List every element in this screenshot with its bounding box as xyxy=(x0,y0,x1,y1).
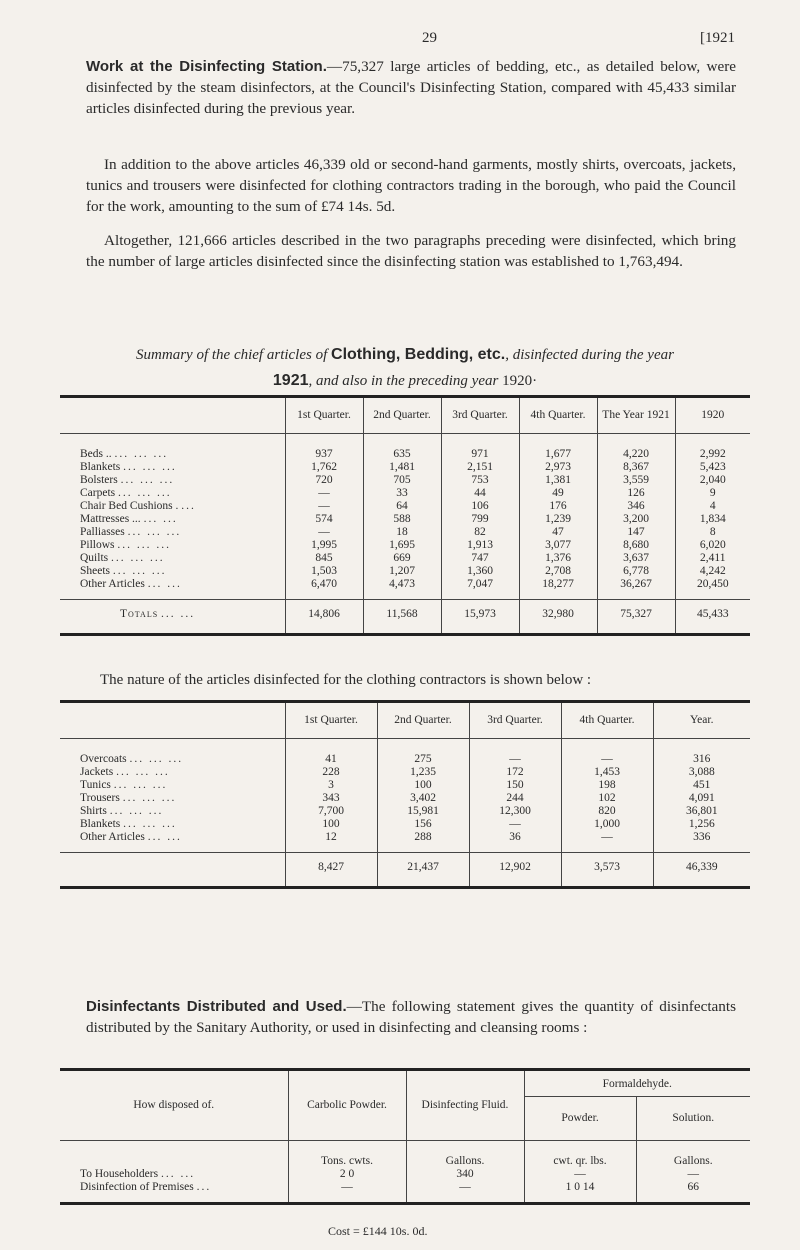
heading-disinfecting-station: Work at the Disinfecting Station. xyxy=(86,58,327,75)
row-value: 1,235 xyxy=(377,766,469,779)
paragraph-station-work xyxy=(86,56,736,119)
summary-header-blank xyxy=(60,397,285,434)
row-value: 64 xyxy=(363,500,441,513)
row-value: 4,091 xyxy=(653,792,750,805)
row-value: 228 xyxy=(285,766,377,779)
summary-header-row xyxy=(60,397,750,434)
row-value: 6,778 xyxy=(597,565,675,578)
row-value: 18 xyxy=(363,526,441,539)
table-row xyxy=(60,526,750,539)
row-value: — xyxy=(469,818,561,831)
row-value: 6,020 xyxy=(675,539,750,552)
table-row xyxy=(60,552,750,565)
contractors-totals-row xyxy=(60,853,750,888)
table-row xyxy=(60,779,750,792)
row-value: 18,277 xyxy=(519,578,597,600)
row-value: 336 xyxy=(653,831,750,853)
totals-label: Totals ... ... xyxy=(60,600,285,635)
units-blank xyxy=(60,1141,288,1169)
row-value: 12,300 xyxy=(469,805,561,818)
row-value: 1,360 xyxy=(441,565,519,578)
table-row xyxy=(60,539,750,552)
row-label: Blankets ... ... ... xyxy=(80,461,177,473)
row-label: Beds .. ... ... ... xyxy=(80,448,169,460)
contractors-header-q1: 1st Quarter. xyxy=(285,702,377,739)
caption-part4: 1920· xyxy=(502,373,538,389)
row-value: 36 xyxy=(469,831,561,853)
row-value: 9 xyxy=(675,487,750,500)
row-label: Chair Bed Cushions . ... xyxy=(80,500,196,512)
row-value: 82 xyxy=(441,526,519,539)
contractors-header-q2: 2nd Quarter. xyxy=(377,702,469,739)
totals-q2: 11,568 xyxy=(363,600,441,635)
row-value: 49 xyxy=(519,487,597,500)
row-value: 47 xyxy=(519,526,597,539)
row-label: Quilts ... ... ... xyxy=(80,552,165,564)
table-row xyxy=(60,805,750,818)
row-value: — xyxy=(561,831,653,853)
row-value: 3,077 xyxy=(519,539,597,552)
row-label: Other Articles ... ... xyxy=(80,831,182,843)
contractors-total-q2: 21,437 xyxy=(377,853,469,888)
disinfectants-table xyxy=(60,1068,750,1205)
row-value: 3,559 xyxy=(597,474,675,487)
row-value: 8,680 xyxy=(597,539,675,552)
row-value: 176 xyxy=(519,500,597,513)
contractors-header-blank xyxy=(60,702,285,739)
contractors-header-q3: 3rd Quarter. xyxy=(469,702,561,739)
row-value: 343 xyxy=(285,792,377,805)
row-value: 3,402 xyxy=(377,792,469,805)
summary-caption xyxy=(60,342,750,394)
row-value: 346 xyxy=(597,500,675,513)
row-value: 15,981 xyxy=(377,805,469,818)
table-row xyxy=(60,434,750,462)
row-value: 2,040 xyxy=(675,474,750,487)
row-value: 36,801 xyxy=(653,805,750,818)
totals-year-1921: 75,327 xyxy=(597,600,675,635)
row-value: 2,151 xyxy=(441,461,519,474)
row-label: Carpets ... ... ... xyxy=(80,487,172,499)
row-value: 1,913 xyxy=(441,539,519,552)
row-value: 244 xyxy=(469,792,561,805)
disinfectants-units-row xyxy=(60,1141,750,1169)
header-disinfecting-fluid: Disinfecting Fluid. xyxy=(406,1070,524,1141)
paragraph-disinfectants xyxy=(86,996,736,1038)
totals-q3: 15,973 xyxy=(441,600,519,635)
contractors-total-q4: 3,573 xyxy=(561,853,653,888)
table-row xyxy=(60,818,750,831)
row-value: 2,411 xyxy=(675,552,750,565)
contractors-total-q1: 8,427 xyxy=(285,853,377,888)
disinfectants-text: —The following statement gives the quantity of disinfectants distributed by the Sanitary Authority, or used in disinfecting and cleansing rooms : xyxy=(86,998,737,1036)
row-value: 150 xyxy=(469,779,561,792)
row-value: 36,267 xyxy=(597,578,675,600)
row-value: — xyxy=(285,526,363,539)
paragraph-contractors: In addition to the above articles 46,339 old or second-hand garments, mostly shirts, overcoats, jackets, tunics and trousers were disinfected for clothing contractors trading in the borough, who paid the Council for the work, amounting to the sum of £74 14s. 5d. xyxy=(86,156,736,215)
table-row xyxy=(60,831,750,853)
row-value: 1,239 xyxy=(519,513,597,526)
summary-totals-row xyxy=(60,600,750,635)
contractors-total-q3: 12,902 xyxy=(469,853,561,888)
row-value: 147 xyxy=(597,526,675,539)
header-formaldehyde-powder: Powder. xyxy=(524,1097,636,1141)
row-value: 971 xyxy=(441,434,519,462)
householders-fluid: 340 xyxy=(406,1168,524,1181)
caption-bold: Clothing, Bedding, etc. xyxy=(331,346,506,363)
row-value: 705 xyxy=(363,474,441,487)
row-value: 4 xyxy=(675,500,750,513)
row-value: 2,973 xyxy=(519,461,597,474)
units-powder: cwt. qr. lbs. xyxy=(524,1141,636,1169)
row-value: 1,453 xyxy=(561,766,653,779)
row-label: Tunics ... ... ... xyxy=(80,779,168,791)
row-value: 316 xyxy=(653,739,750,767)
premises-solution: 66 xyxy=(636,1181,750,1204)
row-value: 3,088 xyxy=(653,766,750,779)
contractors-intro: The nature of the articles disinfected for the clothing contractors is shown below : xyxy=(100,672,592,688)
row-value: 8 xyxy=(675,526,750,539)
row-value: 44 xyxy=(441,487,519,500)
row-value: 1,256 xyxy=(653,818,750,831)
table-row xyxy=(60,474,750,487)
row-value: 288 xyxy=(377,831,469,853)
summary-table xyxy=(60,395,750,636)
row-value: 8,367 xyxy=(597,461,675,474)
header-carbolic-powder: Carbolic Powder. xyxy=(288,1070,406,1141)
paragraph-altogether: Altogether, 121,666 articles described in the two paragraphs preceding were disinfected, which bring the number of large articles disinfected since the disinfecting station was established to 1,763,494. xyxy=(86,232,736,270)
row-label: Palliasses ... ... ... xyxy=(80,526,182,538)
row-label: Overcoats ... ... ... xyxy=(80,753,184,765)
row-value: 820 xyxy=(561,805,653,818)
row-value: 20,450 xyxy=(675,578,750,600)
row-label: Shirts ... ... ... xyxy=(80,805,164,817)
caption-part3: , and also in the preceding year xyxy=(308,373,499,389)
row-value: 6,470 xyxy=(285,578,363,600)
totals-1920: 45,433 xyxy=(675,600,750,635)
row-value: — xyxy=(285,500,363,513)
row-value: 275 xyxy=(377,739,469,767)
contractors-header-year: Year. xyxy=(653,702,750,739)
row-value: 156 xyxy=(377,818,469,831)
cost-line: Cost = £144 10s. 0d. xyxy=(328,1224,428,1238)
row-value: 2,708 xyxy=(519,565,597,578)
row-value: 669 xyxy=(363,552,441,565)
contractors-totals-blank xyxy=(60,853,285,888)
row-value: 1,481 xyxy=(363,461,441,474)
row-value: 100 xyxy=(285,818,377,831)
summary-header-q4: 4th Quarter. xyxy=(519,397,597,434)
row-value: 845 xyxy=(285,552,363,565)
totals-q1: 14,806 xyxy=(285,600,363,635)
householders-powder: — xyxy=(524,1168,636,1181)
row-value: 451 xyxy=(653,779,750,792)
table-row xyxy=(60,578,750,600)
caption-part2: , disinfected during the year xyxy=(505,347,674,363)
row-value: 1,834 xyxy=(675,513,750,526)
row-label: Mattresses ... ... ... xyxy=(80,513,178,525)
row-label: Other Articles ... ... xyxy=(80,578,182,590)
householders-solution: — xyxy=(636,1168,750,1181)
row-value: 2,992 xyxy=(675,434,750,462)
units-fluid: Gallons. xyxy=(406,1141,524,1169)
caption-part1: Summary of the chief articles of xyxy=(136,347,328,363)
caption-year: 1921 xyxy=(272,372,309,389)
contractors-table xyxy=(60,700,750,889)
disinfectants-row-premises xyxy=(60,1181,750,1204)
row-value: 7,047 xyxy=(441,578,519,600)
row-value: 172 xyxy=(469,766,561,779)
contractors-total-year: 46,339 xyxy=(653,853,750,888)
row-value: 3,200 xyxy=(597,513,675,526)
heading-disinfectants: Disinfectants Distributed and Used. xyxy=(86,998,347,1015)
table-row xyxy=(60,513,750,526)
row-value: 41 xyxy=(285,739,377,767)
row-label: Trousers ... ... ... xyxy=(80,792,177,804)
row-value: 1,207 xyxy=(363,565,441,578)
row-value: 3,637 xyxy=(597,552,675,565)
table-row xyxy=(60,565,750,578)
totals-q4: 32,980 xyxy=(519,600,597,635)
householders-carbolic: 2 0 xyxy=(288,1168,406,1181)
row-value: — xyxy=(469,739,561,767)
row-value: 1,677 xyxy=(519,434,597,462)
summary-header-1920: 1920 xyxy=(675,397,750,434)
units-carbolic: Tons. cwts. xyxy=(288,1141,406,1169)
row-value: — xyxy=(561,739,653,767)
disinfectants-row-householders xyxy=(60,1168,750,1181)
row-value: 3 xyxy=(285,779,377,792)
row-label: Blankets ... ... ... xyxy=(80,818,177,830)
row-value: 126 xyxy=(597,487,675,500)
summary-header-q1: 1st Quarter. xyxy=(285,397,363,434)
premises-carbolic: — xyxy=(288,1181,406,1204)
summary-header-q3: 3rd Quarter. xyxy=(441,397,519,434)
row-value: 4,473 xyxy=(363,578,441,600)
summary-header-year-1921: The Year 1921 xyxy=(597,397,675,434)
header-how-disposed: How disposed of. xyxy=(60,1070,288,1141)
row-value: 753 xyxy=(441,474,519,487)
row-value: 33 xyxy=(363,487,441,500)
table-row xyxy=(60,487,750,500)
row-value: 1,376 xyxy=(519,552,597,565)
table-row xyxy=(60,766,750,779)
row-value: 1,000 xyxy=(561,818,653,831)
premises-powder: 1 0 14 xyxy=(524,1181,636,1204)
row-label: Pillows ... ... ... xyxy=(80,539,172,551)
disinfectants-header-row-1 xyxy=(60,1070,750,1097)
row-value: 198 xyxy=(561,779,653,792)
row-value: 1,381 xyxy=(519,474,597,487)
row-value: 1,503 xyxy=(285,565,363,578)
row-value: 588 xyxy=(363,513,441,526)
summary-header-q2: 2nd Quarter. xyxy=(363,397,441,434)
row-value: 1,762 xyxy=(285,461,363,474)
paragraph-1-text: —75,327 large articles of bedding, etc., as detailed below, were disinfected by the steam disinfectors, at the Council's Disinfecting Station, compared with 45,433 similar articles disinfected during the previous year. xyxy=(86,58,736,117)
header-formaldehyde-solution: Solution. xyxy=(636,1097,750,1141)
row-value: 4,220 xyxy=(597,434,675,462)
row-value: 106 xyxy=(441,500,519,513)
row-value: 799 xyxy=(441,513,519,526)
row-value: 102 xyxy=(561,792,653,805)
header-formaldehyde: Formaldehyde. xyxy=(524,1070,750,1097)
row-value: 747 xyxy=(441,552,519,565)
row-value: 5,423 xyxy=(675,461,750,474)
row-value: 635 xyxy=(363,434,441,462)
table-row xyxy=(60,739,750,767)
row-premises-label: Disinfection of Premises ... xyxy=(80,1181,212,1193)
page-number: 29 xyxy=(422,30,437,46)
row-value: 12 xyxy=(285,831,377,853)
row-value: 574 xyxy=(285,513,363,526)
contractors-header-q4: 4th Quarter. xyxy=(561,702,653,739)
units-solution: Gallons. xyxy=(636,1141,750,1169)
row-value: 100 xyxy=(377,779,469,792)
row-householders-label: To Householders ... ... xyxy=(80,1168,196,1180)
row-label: Jackets ... ... ... xyxy=(80,766,170,778)
row-value: 1,995 xyxy=(285,539,363,552)
row-label: Bolsters ... ... ... xyxy=(80,474,175,486)
row-label: Sheets ... ... ... xyxy=(80,565,167,577)
row-value: — xyxy=(285,487,363,500)
table-row xyxy=(60,792,750,805)
contractors-table-body xyxy=(60,739,750,853)
row-value: 720 xyxy=(285,474,363,487)
table-row xyxy=(60,461,750,474)
row-value: 937 xyxy=(285,434,363,462)
row-value: 7,700 xyxy=(285,805,377,818)
page-year: [1921 xyxy=(700,30,735,46)
premises-fluid: — xyxy=(406,1181,524,1204)
row-value: 4,242 xyxy=(675,565,750,578)
summary-table-body xyxy=(60,434,750,600)
contractors-header-row xyxy=(60,702,750,739)
table-row xyxy=(60,500,750,513)
row-value: 1,695 xyxy=(363,539,441,552)
